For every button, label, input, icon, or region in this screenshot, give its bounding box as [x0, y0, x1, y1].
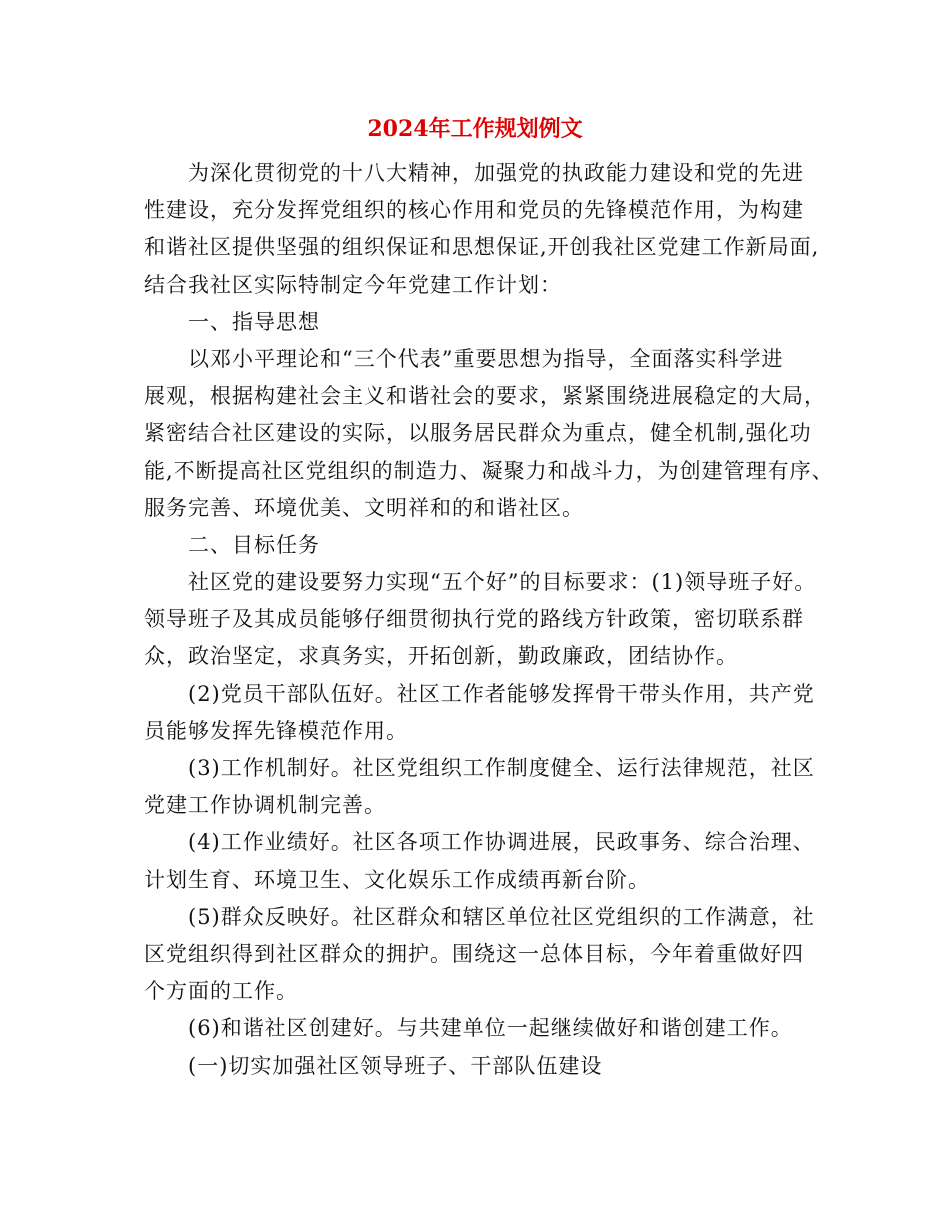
paragraph-line: (5)群众反映好。社区群众和辖区单位社区党组织的工作满意，社	[188, 904, 815, 929]
subsection-heading: (一)切实加强社区领导班子、干部队伍建设	[188, 1053, 603, 1078]
section-heading: 一、指导思想	[188, 309, 320, 334]
document-body	[144, 155, 834, 1085]
paragraph-line: (2)党员干部队伍好。社区工作者能够发挥骨干带头作用，共产党	[188, 681, 815, 706]
paragraph-line: 区党组织得到社区群众的拥护。围绕这一总体目标，今年着重做好四	[144, 941, 804, 966]
paragraph-line: (3)工作机制好。社区党组织工作制度健全、运行法律规范，社区	[188, 756, 815, 780]
paragraph-line: 能,不断提高社区党组织的制造力、凝聚力和战斗力，为创建管理有序、	[144, 458, 834, 483]
paragraph-line: 计划生育、环境卫生、文化娱乐工作成绩再新台阶。	[144, 867, 650, 892]
paragraph-line: 党建工作协调机制完善。	[144, 793, 386, 818]
paragraph-line: (4)工作业绩好。社区各项工作协调进展，民政事务、综合治理、	[188, 830, 815, 855]
section-heading: 二、目标任务	[188, 532, 320, 557]
paragraph-line: 为深化贯彻党的十八大精神，加强党的执政能力建设和党的先进	[188, 161, 804, 185]
paragraph-line: 和谐社区提供坚强的组织保证和思想保证,开创我社区党建工作新局面,	[144, 235, 820, 260]
paragraph-line: 结合我社区实际特制定今年党建工作计划：	[144, 272, 562, 297]
paragraph-line: 个方面的工作。	[144, 979, 298, 1004]
paragraph-line: (6)和谐社区创建好。与共建单位一起继续做好和谐创建工作。	[188, 1016, 793, 1041]
paragraph-line: 紧密结合社区建设的实际，以服务居民群众为重点，健全机制,强化功	[144, 421, 812, 446]
paragraph-line: 性建设，充分发挥党组织的核心作用和党员的先锋模范作用，为构建	[144, 198, 804, 223]
paragraph-line: 领导班子及其成员能够仔细贯彻执行党的路线方针政策，密切联系群	[144, 607, 804, 632]
paragraph-line: 众，政治坚定，求真务实，开拓创新，勤政廉政，团结协作。	[144, 644, 738, 669]
paragraph-line: 服务完善、环境优美、文明祥和的和谐社区。	[144, 495, 584, 520]
document-title: 2024年工作规划例文	[367, 116, 583, 142]
paragraph-line: 员能够发挥先锋模范作用。	[144, 718, 408, 743]
paragraph-line: 展观，根据构建社会主义和谐社会的要求，紧紧围绕进展稳定的大局，	[144, 384, 826, 409]
paragraph-line: 社区党的建设要努力实现“五个好”的目标要求：(1)领导班子好。	[188, 570, 817, 595]
paragraph-line: 以邓小平理论和“三个代表”重要思想为指导，全面落实科学进	[188, 346, 784, 371]
